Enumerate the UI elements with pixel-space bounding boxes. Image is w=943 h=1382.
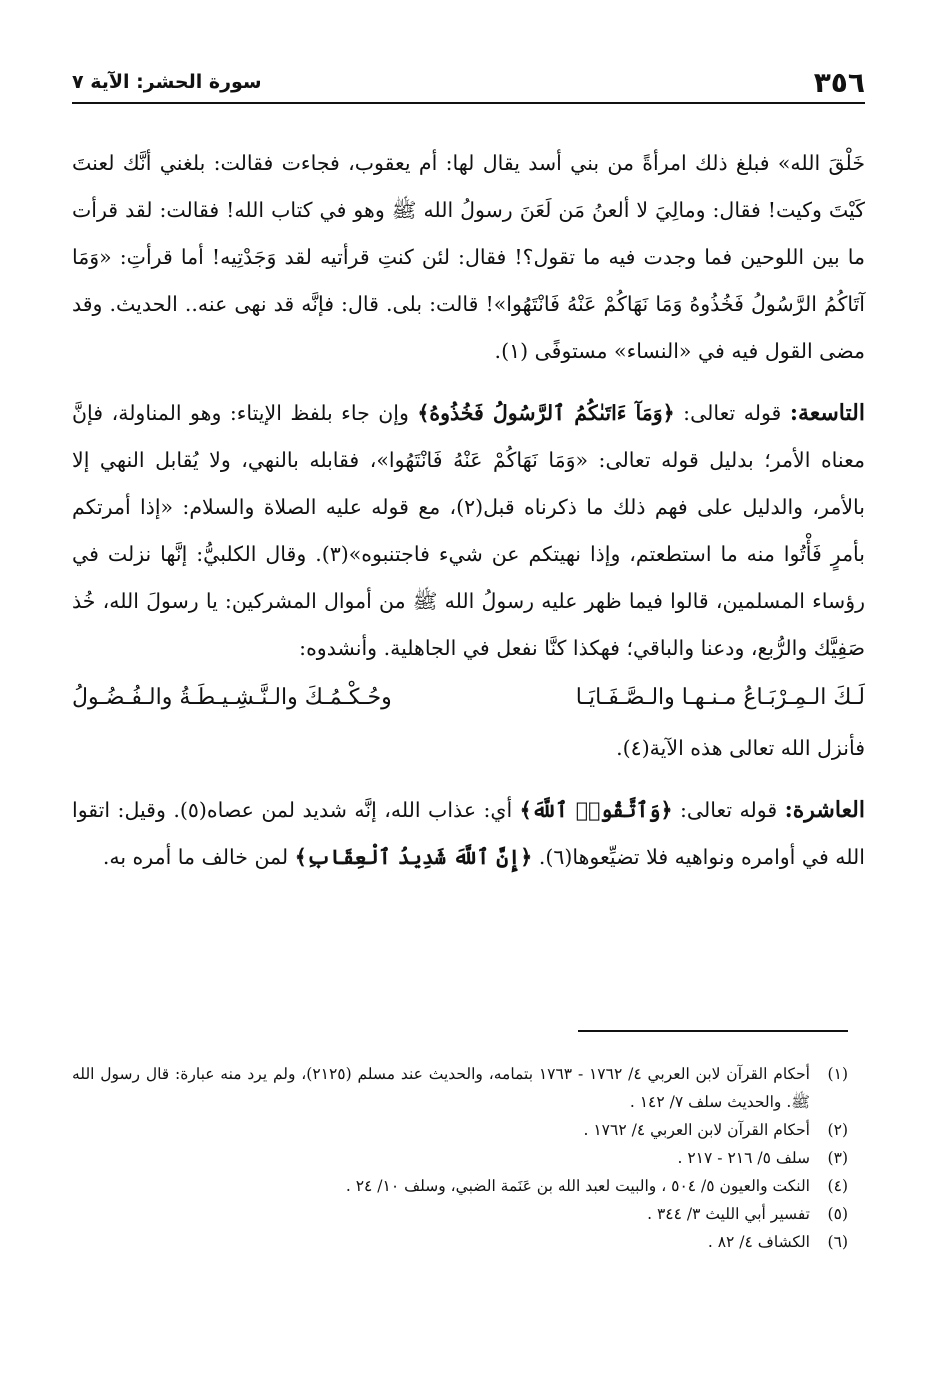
paragraph-text-middle: أي: عذاب الله، إنَّه شديد لمن عصاه(٥). وقيل: اتقوا الله في أوامره ونواهيه فلا تضيِّعوها(٦).	[72, 798, 865, 869]
footnote-text: سلف ٥/ ٢١٦ - ٢١٧ .	[677, 1149, 810, 1167]
paragraph-after-verse	[72, 725, 865, 772]
section-lead-ninth: التاسعة:	[789, 400, 865, 426]
paragraph-text-before: قوله تعالى:	[683, 401, 782, 425]
footnote-separator	[578, 1030, 848, 1032]
section-lead-tenth: العاشرة:	[784, 797, 865, 823]
footnote	[72, 1144, 848, 1172]
footnote-number: (٢)	[827, 1121, 848, 1139]
footnote-text: الكشاف ٤/ ٨٢ .	[707, 1233, 810, 1251]
poetry-verse	[72, 674, 865, 721]
paragraph-text-after: لمن خالف ما أمره به.	[102, 845, 289, 869]
quran-quote: ﴿وَمَآ ءَاتَىٰكُمُ ٱلرَّسُولُ فَخُذُوهُ﴾	[417, 401, 675, 425]
paragraph-ninth	[72, 390, 865, 672]
footnote-number: (٤)	[827, 1177, 848, 1195]
paragraph-text: وإن جاء بلفظ الإيتاء: وهو المناولة، فإنَّ معناه الأمر؛ بدليل قوله تعالى: «وَمَا نَهَاكُمْ عَنْهُ فَانْتَهُوا»، فقابله بالنهي، ولا يُقابل النهي إلا بالأمر، والدليل على فهم ذلك ما ذكرناه قبل(٢)، مع قوله عليه الصلاة والسلام: «إذا أمرتكم بأمرٍ فَأْتُوا منه ما استطعتم، وإذا نهيتكم عن شيء فاجتنبوه»(٣). وقال الكلبيُّ: إنَّها نزلت في رؤساء المسلمين، قالوا فيما ظهر عليه رسولُ الله ﷺ من أموال المشركين: يا رسولَ الله، خُذ صَفِيَّك والرُّبع، ودعنا والباقي؛ فهكذا كنَّا نفعل في الجاهلية. وأنشدوه:	[72, 401, 865, 660]
paragraph-text: خَلْقَ الله» فبلغ ذلك امرأةً من بني أسد يقال لها: أم يعقوب، فجاءت فقالت: بلغني أنَّك لعنتَ كَيْتَ وكيت! فقال: ومالِيَ لا ألعنُ مَن لَعَنَ رسولُ الله ﷺ وهو في كتاب الله! فقالت: لقد قرأت ما بين اللوحين فما وجدت فيه ما تقول؟! فقال: لئن كنتِ قرأتيه لقد وَجَدْتِيه! أما قرأتِ: «وَمَا آتَاكُمُ الرَّسُولُ فَخُذُوهُ وَمَا نَهَاكُمْ عَنْهُ فَانْتَهُوا»! قالت: بلى. قال: فإنَّه قد نهى عنه.. الحديث. وقد مضى القول فيه في «النساء» مستوفًى (١).	[72, 151, 865, 363]
footnote	[72, 1060, 848, 1116]
paragraph-text: فأنزل الله تعالى هذه الآية(٤).	[616, 736, 865, 760]
paragraph-text-before: قوله تعالى:	[679, 798, 778, 822]
paragraph-tenth	[72, 787, 865, 881]
page-header	[72, 62, 865, 104]
quran-quote: ﴿إِنَّ ٱللَّهَ شَدِيدُ ٱلْعِقَابِ﴾	[294, 845, 533, 869]
quran-quote: ﴿وَٱتَّقُوا۟ ٱللَّهَ﴾	[519, 798, 673, 822]
footnote-text: أحكام القرآن لابن العربي ٤/ ١٧٦٢ - ١٧٦٣ بتمامه، والحديث عند مسلم (٢١٢٥)، ولم يرد منه عبارة: قال رسول الله ﷺ. والحديث سلف ٧/ ١٤٢ .	[72, 1065, 810, 1111]
footnote-number: (١)	[827, 1065, 848, 1083]
page-number: ٣٥٦	[813, 65, 865, 99]
verse-hemistich-right: لَـكَ الـمِـرْبَـاعُ مـنـهـا والـصَّـفَـايَـا	[575, 685, 865, 710]
running-title: سورة الحشر: الآية ٧	[72, 71, 262, 93]
footnote-number: (٦)	[827, 1233, 848, 1251]
footnote-number: (٥)	[827, 1205, 848, 1223]
footnote	[72, 1172, 848, 1200]
footnote	[72, 1116, 848, 1144]
paragraph-intro	[72, 140, 865, 375]
footnote-text: أحكام القرآن لابن العربي ٤/ ١٧٦٢ .	[583, 1121, 810, 1139]
main-text	[72, 140, 865, 881]
footnote-number: (٣)	[827, 1149, 848, 1167]
footnote-text: تفسير أبي الليث ٣/ ٣٤٤ .	[647, 1205, 810, 1223]
footnote	[72, 1228, 848, 1256]
footnote	[72, 1200, 848, 1228]
footnote-text: النكت والعيون ٥/ ٥٠٤ ، والبيت لعبد الله بن عَنَمة الضبي، وسلف ١٠/ ٢٤ .	[345, 1177, 810, 1195]
verse-hemistich-left: وحُـكْـمُـكَ والـنَّـشِـيـطَـةُ والـفُـضُـولُ	[72, 685, 392, 710]
footnotes	[72, 1060, 848, 1256]
